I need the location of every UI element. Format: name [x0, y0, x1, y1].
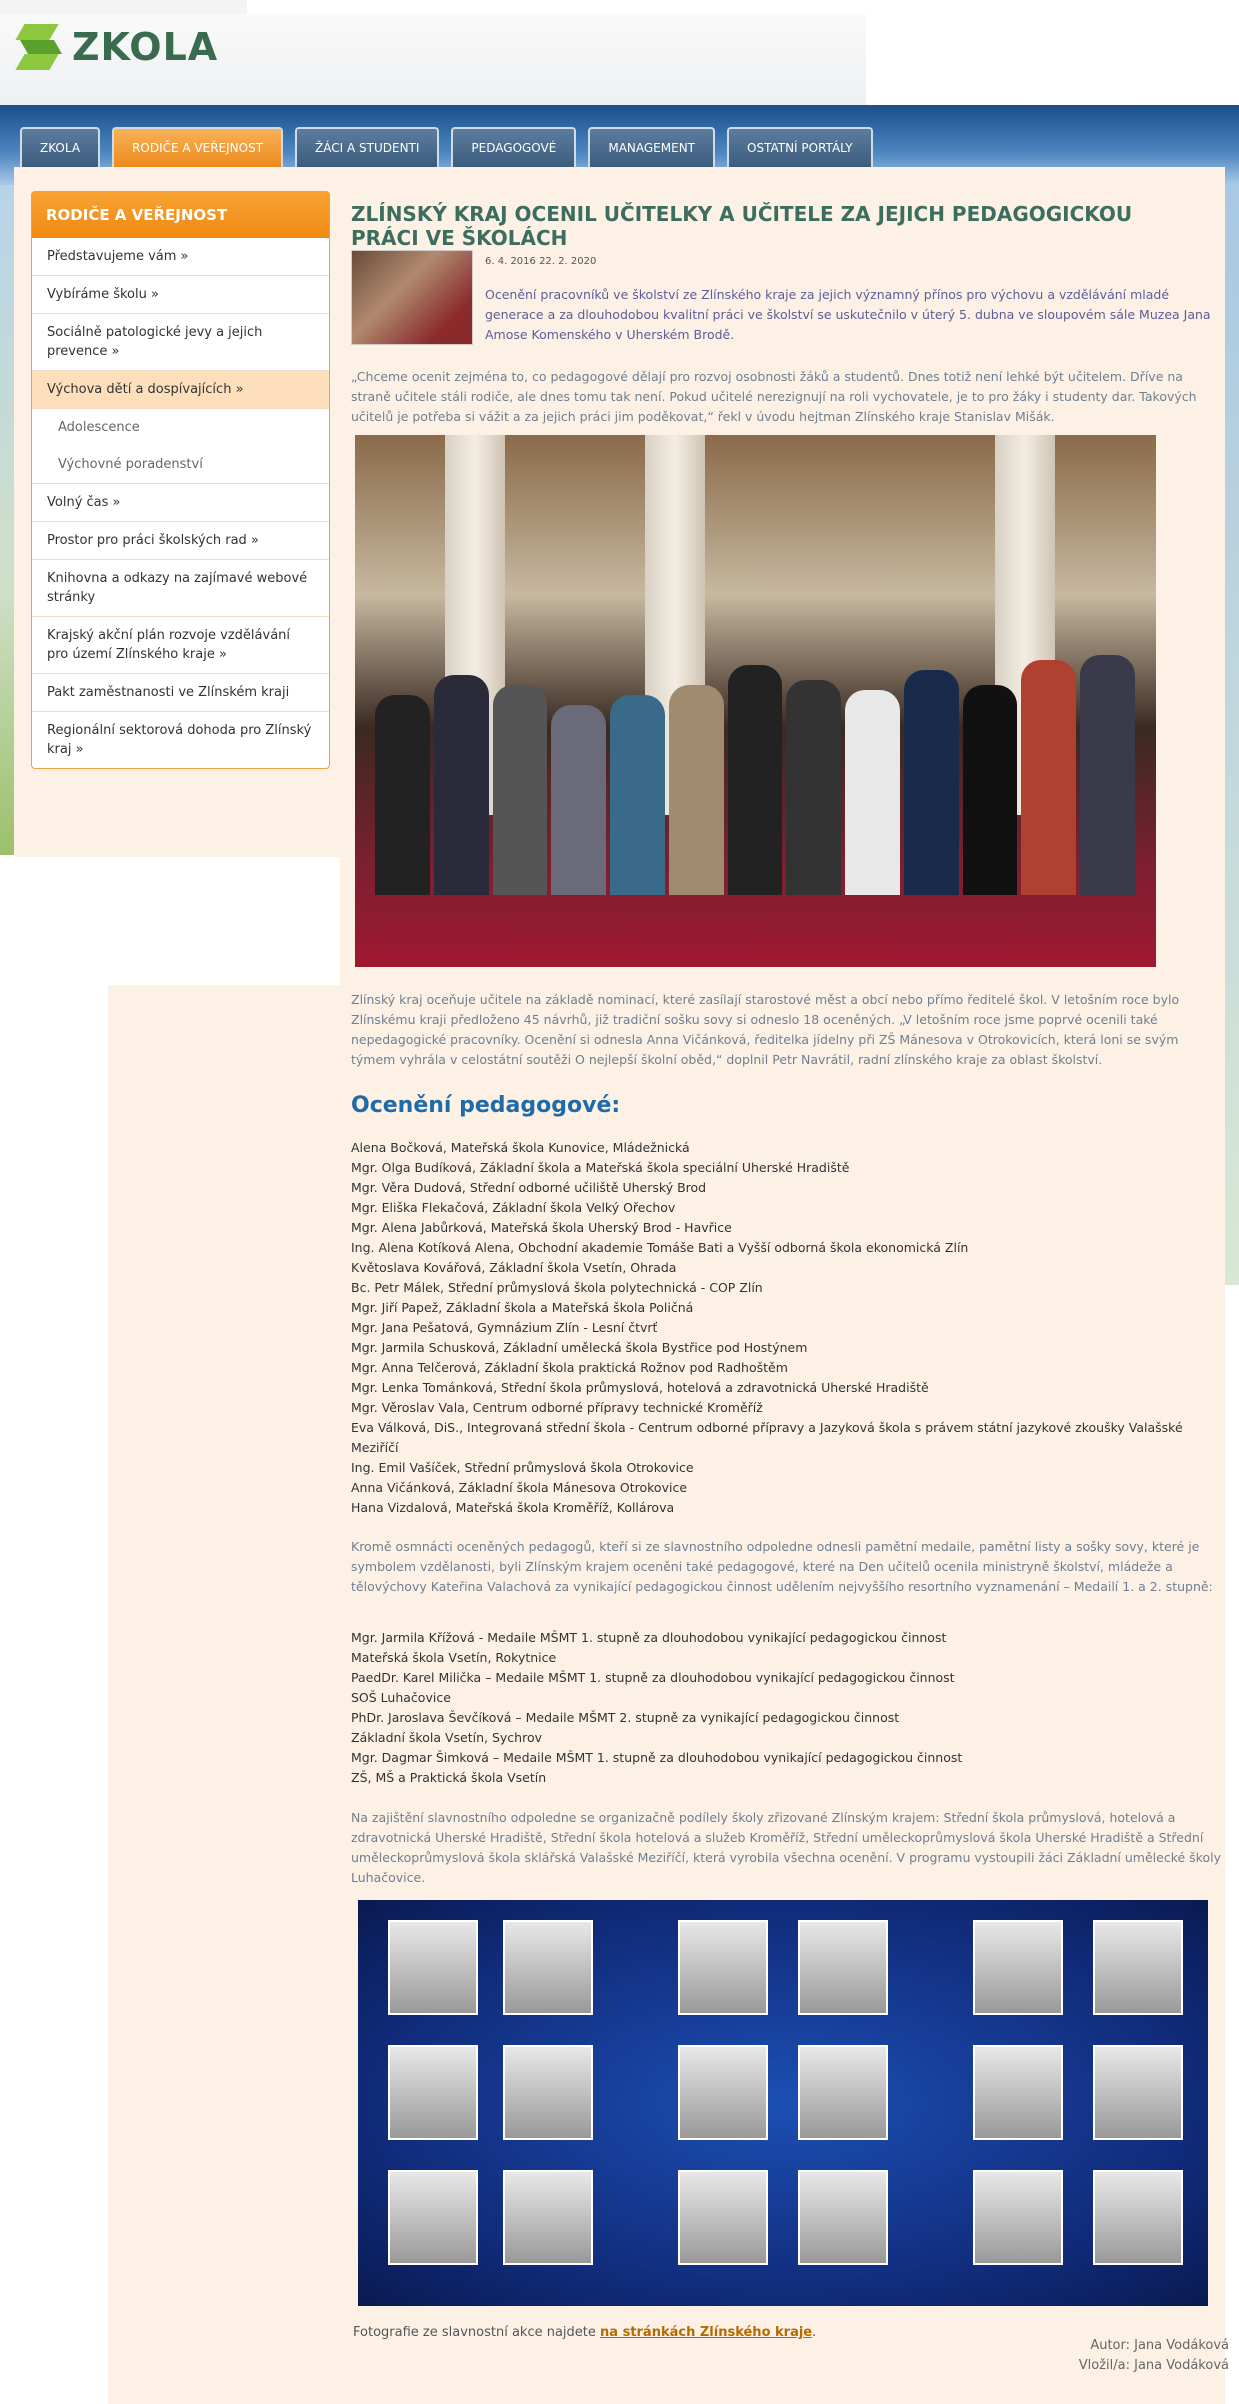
ceremony-photo [355, 435, 1156, 967]
article-date: 6. 4. 2016 22. 2. 2020 [485, 256, 597, 267]
article-paragraph-2: Zlínský kraj oceňuje učitele na základě nominací, které zasílají starostové měst a obcí nebo přímo ředitelé škol. V letošním roce bylo Zlínskému kraji předloženo 45 návrhů, již tradiční sošku sovy si odneslo 18 oceněných. „V letošním roce jsme poprvé ocenili také nepedagogické pracovníky. Ocenění si odnesla Anna Vičánková, ředitelka jídelny při ZŠ Mánesova v Otrokovicích, která loni se svým týmem vyhrála v celostátní soutěži O nejlepší školní oběd,“ doplnil Petr Navrátil, radní zlínského kraje za oblast školství. [351, 992, 1180, 1067]
list-item: Hana Vizdalová, Mateřská škola Kroměříž, Kollárova [351, 1500, 675, 1515]
list-item: Bc. Petr Málek, Střední průmyslová škola polytechnická - COP Zlín [351, 1280, 763, 1295]
list-item: Mgr. Věra Dudová, Střední odborné učiliště Uherský Brod [351, 1180, 707, 1195]
zlin-region-link[interactable]: na stránkách Zlínského kraje [600, 2325, 813, 2340]
tab-ostatni-portaly[interactable]: OSTATNÍ PORTÁLY [727, 127, 873, 167]
list-item: Mgr. Dagmar Šimková – Medaile MŠMT 1. stupně za dlouhodobou vynikající pedagogickou činnost [351, 1750, 963, 1765]
right-background [1225, 185, 1239, 1285]
tab-pedagogove[interactable]: PEDAGOGOVÉ [451, 127, 576, 167]
logo-strip [0, 0, 247, 14]
sidebar-subitem-adolescence[interactable]: Adolescence [58, 420, 140, 435]
sidebar-item-knihovna[interactable]: Knihovna a odkazy na zajímavé webové stránky [32, 560, 329, 617]
sidebar-item-vybirame-skolu[interactable]: Vybíráme školu » [32, 276, 329, 314]
list-item: Eva Válková, DiS., Integrovaná střední škola - Centrum odborné přípravy a Jazyková škola s právem státní jazykové zkoušky Valašské Meziříčí [351, 1420, 1183, 1455]
list-item: Mgr. Věroslav Vala, Centrum odborné přípravy technické Kroměříž [351, 1400, 763, 1415]
article-author-info [1079, 2336, 1229, 2376]
sidebar-item-akcni-plan[interactable]: Krajský akční plán rozvoje vzdělávání pro území Zlínského kraje » [32, 617, 329, 674]
tab-management[interactable]: MANAGEMENT [588, 127, 715, 167]
awardees-heading: Ocenění pedagogové: [351, 1093, 621, 1118]
sidebar-item-socialne-patologicke[interactable]: Sociálně patologické jevy a jejich prevence » [32, 314, 329, 371]
list-item: Mgr. Jarmila Schusková, Základní umělecká škola Bystřice pod Hostýnem [351, 1340, 808, 1355]
tab-zaci-studenti[interactable]: ŽÁCI A STUDENTI [295, 127, 439, 167]
sidebar-item-pakt[interactable]: Pakt zaměstnanosti ve Zlínském kraji [32, 674, 329, 712]
awardees-list [351, 1138, 1221, 1518]
list-item: Mgr. Eliška Flekačová, Základní škola Velký Ořechov [351, 1200, 676, 1215]
site-logo[interactable] [18, 22, 218, 72]
list-item: Mgr. Lenka Tománková, Střední škola průmyslová, hotelová a zdravotnická Uherské Hradiště [351, 1380, 929, 1395]
author: Autor: Jana Vodáková [1090, 2338, 1229, 2353]
list-item: SOŠ Luhačovice [351, 1690, 451, 1705]
awardees-portrait-grid [358, 1900, 1208, 2306]
article-thumbnail[interactable] [351, 250, 473, 345]
list-item: Ing. Emil Vašíček, Střední průmyslová škola Otrokovice [351, 1460, 694, 1475]
list-item: Alena Bočková, Mateřská škola Kunovice, Mládežnická [351, 1140, 690, 1155]
list-item: Mgr. Jarmila Křížová - Medaile MŠMT 1. stupně za dlouhodobou vynikající pedagogickou činnost [351, 1630, 947, 1645]
side-background [0, 185, 14, 855]
photo-gallery-note [353, 2325, 816, 2340]
sidebar-item-volny-cas[interactable]: Volný čas » [32, 484, 329, 522]
article-paragraph-1: „Chceme ocenit zejména to, co pedagogové dělají pro rozvoj osobnosti žáků a studentů. Dnes totiž není lehké být učitelem. Dříve na straně učitele stáli rodiče, ale dnes tomu tak není. Pokud učitelé nerezignují na roli vychovatele, je to pro žáky i studenty dar. Takových učitelů je potřeba si vážit a za jejich práci jim poděkovat,“ řekl v úvodu hejtman Zlínského kraje Stanislav Mišák. [351, 369, 1197, 424]
sidebar-item-sektorova-dohoda[interactable]: Regionální sektorová dohoda pro Zlínský kraj » [47, 723, 312, 757]
article-title: ZLÍNSKÝ KRAJ OCENIL UČITELKY A UČITELE ZA JEJICH PEDAGOGICKOU PRÁCI VE ŠKOLÁCH [351, 202, 1133, 250]
list-item: Základní škola Vsetín, Sychrov [351, 1730, 542, 1745]
sidebar-item-skolske-rady[interactable]: Prostor pro práci školských rad » [32, 522, 329, 560]
list-item: Mgr. Jana Pešatová, Gymnázium Zlín - Lesní čtvrť [351, 1320, 658, 1335]
uploaded-by: Vložil/a: Jana Vodáková [1078, 2358, 1229, 2373]
medals-list [351, 1628, 1221, 1788]
article-lead: Ocenění pracovníků ve školství ze Zlínského kraje za jejich významný přínos pro výchovu a vzdělávání mladé generace a za dlouhodobou kvalitní práci ve školství se uskutečnilo v úterý 5. dubna ve sloupovém sále Muzea Jana Amose Komenského v Uherském Brodě. [485, 287, 1211, 342]
tab-zkola[interactable]: ZKOLA [20, 127, 100, 167]
list-item: Mgr. Alena Jabůrková, Mateřská škola Uherský Brod - Havřice [351, 1220, 732, 1235]
sidebar-item-predstavujeme[interactable]: Představujeme vám » [32, 238, 329, 276]
article-paragraph-3: Kromě osmnácti oceněných pedagogů, kteří si ze slavnostního odpoledne odnesli pamětní medaile, pamětní listy a sošky sovy, které je symbolem vzdělanosti, byli Zlínským krajem oceněni také pedagogové, které na Den učitelů ocenila ministryně školství, mládeže a tělovýchovy Kateřina Valachová za vynikající pedagogickou činnost udělením nejvyššího resortního vyznamenání – Medailí 1. a 2. stupně: [351, 1539, 1213, 1594]
list-item: Ing. Alena Kotíková Alena, Obchodní akademie Tomáše Bati a Vyšší odborná škola ekonomická Zlín [351, 1240, 969, 1255]
list-item: Mgr. Jiří Papež, Základní škola a Mateřská škola Poličná [351, 1300, 694, 1315]
site-header [0, 0, 1239, 105]
list-item: Anna Vičánková, Základní škola Mánesova Otrokovice [351, 1480, 688, 1495]
footer-end: . [812, 2325, 817, 2340]
sidebar-item-vychova-deti[interactable]: Výchova dětí a dospívajících » [32, 371, 329, 409]
list-item: PaedDr. Karel Milička – Medaile MŠMT 1. stupně za dlouhodobou vynikající pedagogickou činnost [351, 1670, 955, 1685]
logo-icon [18, 22, 64, 72]
article-paragraph-4: Na zajištění slavnostního odpoledne se organizačně podílely školy zřizované Zlínským krajem: Střední škola průmyslová, hotelová a zdravotnická Uherské Hradiště, Střední škola hotelová a služeb Kroměříž, Střední uměleckoprůmyslová škola Uherské Hradiště a Střední uměleckoprůmyslová škola sklářská Valašské Meziříčí, která vyrobila všechna ocenění. V programu vystoupili žáci Základní umělecké školy Luhačovice. [351, 1810, 1221, 1885]
list-item: ZŠ, MŠ a Praktická škola Vsetín [351, 1770, 547, 1785]
main-nav [20, 127, 873, 167]
sidebar-subitem-vychovne-poradenstvi[interactable]: Výchovné poradenství [32, 446, 329, 484]
list-item: Květoslava Kovářová, Základní škola Vsetín, Ohrada [351, 1260, 677, 1275]
list-item: Mateřská škola Vsetín, Rokytnice [351, 1650, 557, 1665]
footer-text: Fotografie ze slavnostní akce najdete [353, 2325, 601, 2340]
list-item: PhDr. Jaroslava Ševčíková – Medaile MŠMT 2. stupně za vynikající pedagogickou činnost [351, 1710, 900, 1725]
sidebar-title: RODIČE A VEŘEJNOST [32, 192, 329, 238]
sidebar [31, 191, 330, 769]
tab-rodice-verejnost[interactable]: RODIČE A VEŘEJNOST [112, 127, 283, 167]
logo-text: ZKOLA [72, 25, 219, 69]
list-item: Mgr. Anna Telčerová, Základní škola praktická Rožnov pod Radhoštěm [351, 1360, 788, 1375]
list-item: Mgr. Olga Budíková, Základní škola a Mateřská škola speciální Uherské Hradiště [351, 1160, 850, 1175]
